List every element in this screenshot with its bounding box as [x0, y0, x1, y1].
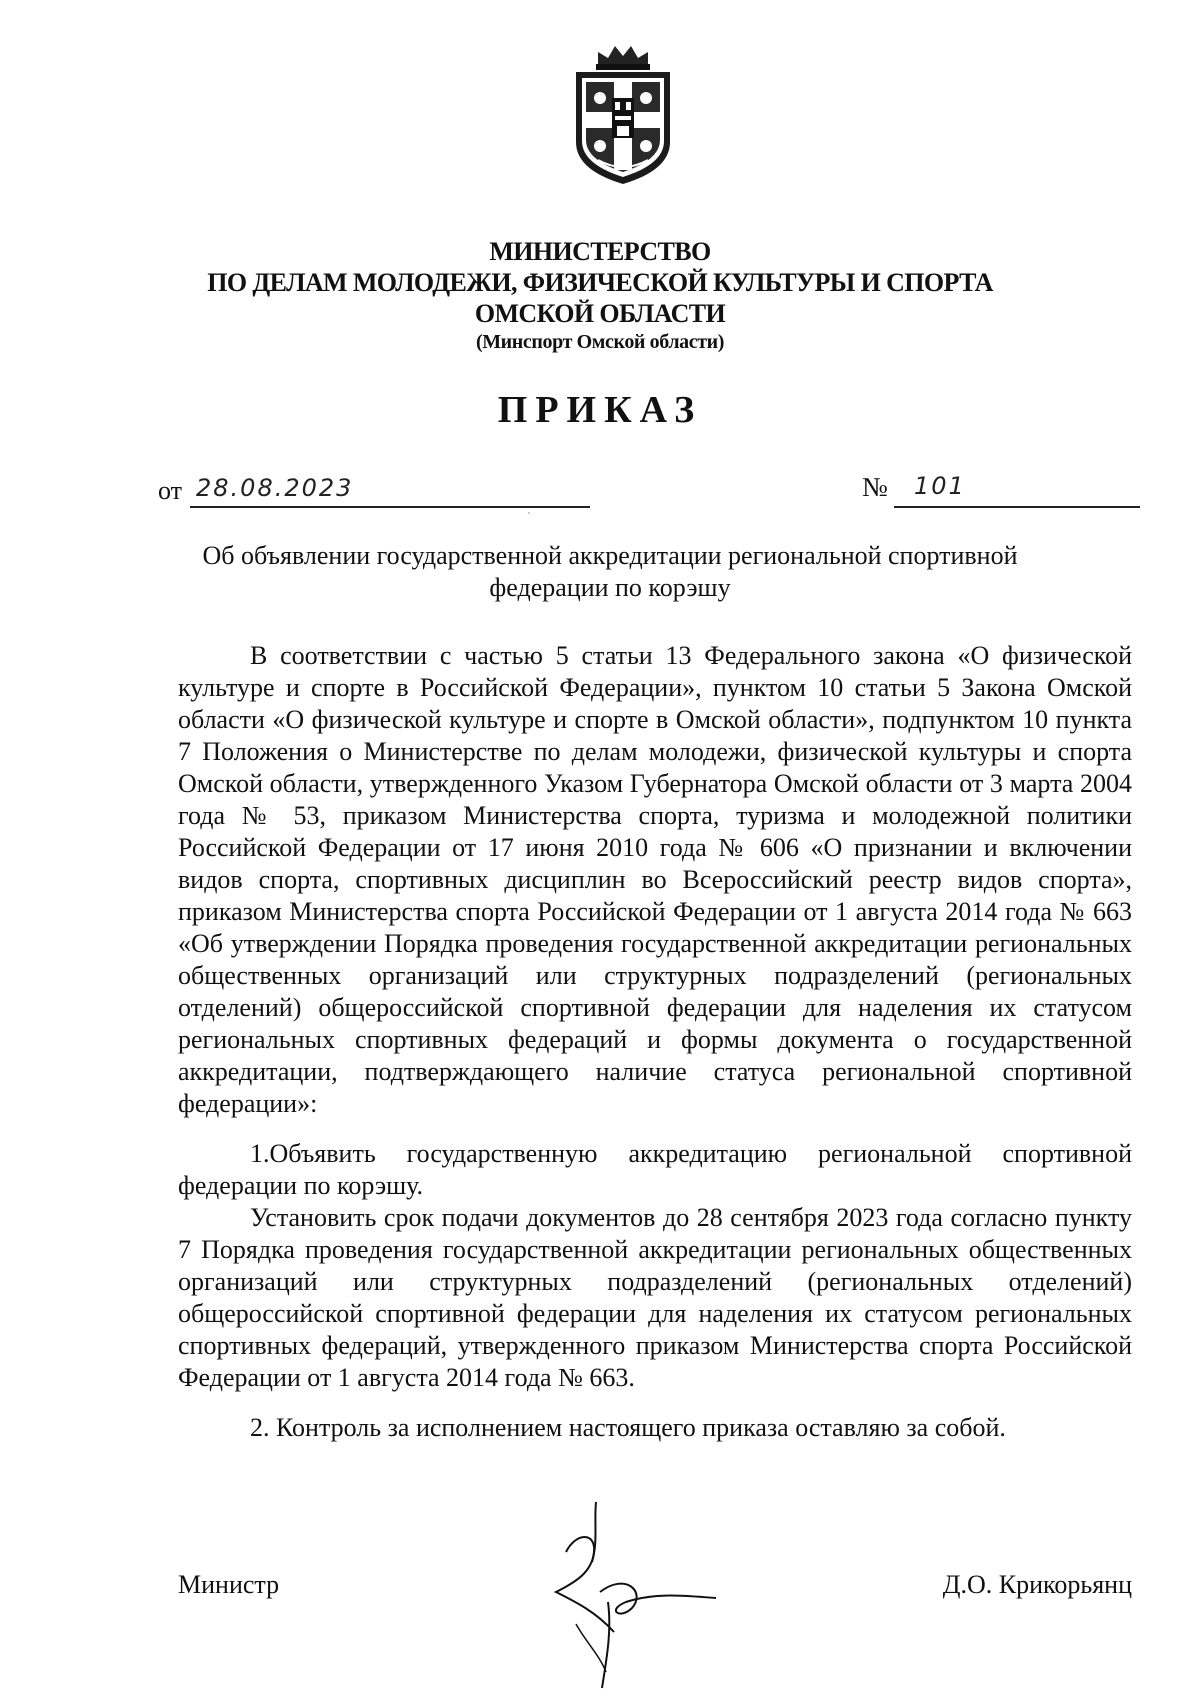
ministry-short-name: (Минспорт Омской области): [475, 331, 725, 353]
date-prefix: от: [158, 476, 183, 505]
ministry-name-line1: МИНИСТЕРСТВО: [489, 237, 711, 266]
order-subject: Об объявлении государственной аккредитации региональной спортивной федерации по корэшу: [202, 541, 1018, 602]
item-1-paragraph: 1.Объявить государственную аккредитацию региональной спортивной федерации по корэшу.: [178, 1139, 1132, 1200]
omsk-region-coat-of-arms-icon: [568, 42, 678, 187]
date-underline: [190, 506, 590, 508]
document-type-title: ПРИКАЗ: [497, 389, 703, 431]
ministry-name-line3: ОМСКОЙ ОБЛАСТИ: [474, 299, 726, 328]
signatory-name: Д.О. Крикорьянц: [942, 1570, 1132, 1599]
ministry-header: [100, 236, 1100, 355]
signatory-position: Министр: [178, 1570, 280, 1599]
order-date: 28.08.2023: [196, 474, 354, 502]
deadline-paragraph: Установить срок подачи документов до 28 сентября 2023 года согласно пункту 7 Порядка проведения государственной аккредитации региональных общественных организаций или структурных подразделений (региональных отделений) общероссийской спортивной федерации для наделения их статусом региональных спортивных федераций, утвержденного приказом Министерства спорта Российской Федерации от 1 августа 2014 года № 663.: [178, 1203, 1132, 1392]
handwritten-signature-icon: [536, 1492, 736, 1692]
number-underline: [894, 506, 1140, 508]
item-2-paragraph: 2. Контроль за исполнением настоящего приказа оставляю за собой.: [250, 1413, 1006, 1442]
order-date-number-row: [158, 472, 1140, 512]
number-prefix: №: [862, 472, 888, 502]
scan-artifact: [528, 512, 530, 514]
order-number: 101: [914, 472, 966, 500]
ministry-name-line2: ПО ДЕЛАМ МОЛОДЕЖИ, ФИЗИЧЕСКОЙ КУЛЬТУРЫ И СПОРТА: [207, 268, 993, 297]
order-body: [178, 640, 1132, 1444]
preamble-paragraph: В соответствии с частью 5 статьи 13 Федерального закона «О физической культуре и спорте в Российской Федерации», пунктом 10 статьи 5 Закона Омской области «О физической культуре и спорте в Омской области», подпунктом 10 пункта 7 Положения о Министерстве по делам молодежи, физической культуры и спорта Омской области, утвержденного Указом Губернатора Омской области от 3 марта 2004 года № 53, приказом Министерства спорта, туризма и молодежной политики Российской Федерации от 17 июня 2010 года № 606 «О признании и включении видов спорта, спортивных дисциплин во Всероссийский реестр видов спорта», приказом Министерства спорта Российской Федерации от 1 августа 2014 года № 663 «Об утверждении Порядка проведения государственной аккредитации региональных общественных организаций или структурных подразделений (региональных отделений) общероссийской спортивной федерации для наделения их статусом региональных спортивных федераций и формы документа о государственной аккредитации, подтверждающего наличие статуса региональной спортивной федерации»:: [178, 641, 1132, 1118]
